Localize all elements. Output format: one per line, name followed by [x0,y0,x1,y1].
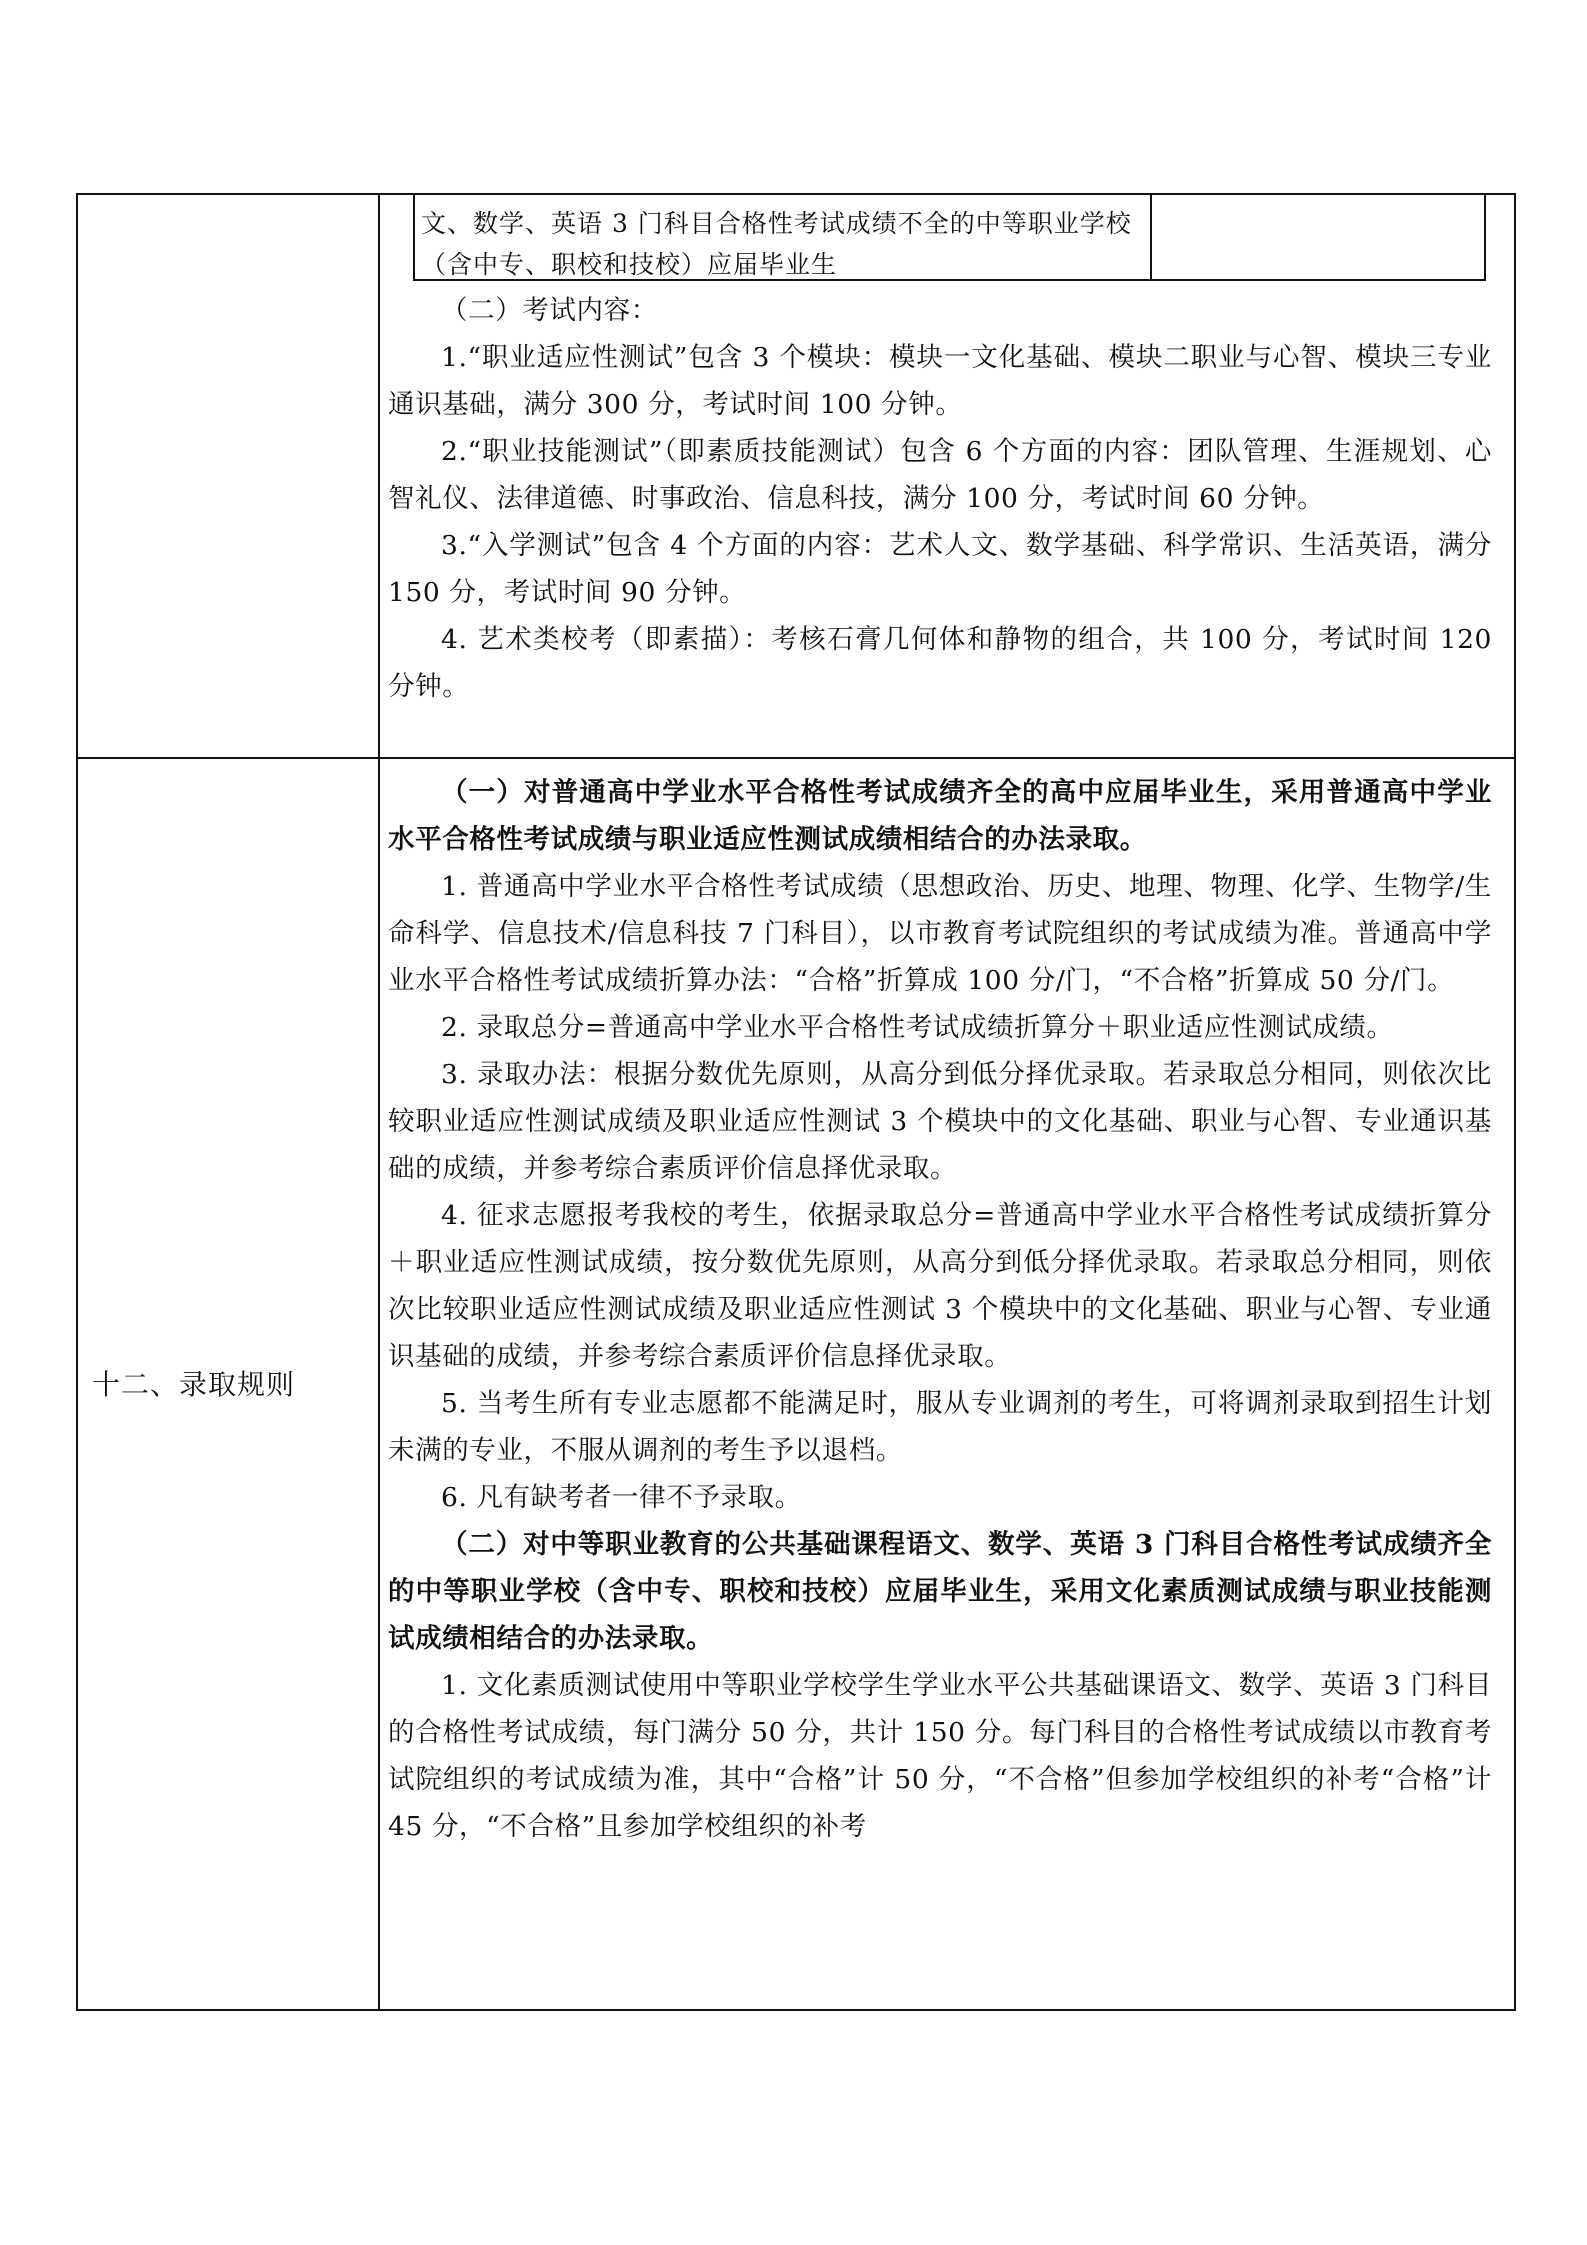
nested-column-divider [1150,195,1152,279]
admission-info-table [76,193,1516,2011]
nested-cell-text: 文、数学、英语 3 门科目合格性考试成绩不全的中等职业学校（含中专、职校和技校）应届毕业生 [421,209,1132,279]
column-divider [378,195,380,2009]
paragraph: 3. 录取办法：根据分数优先原则，从高分到低分择优录取。若录取总分相同，则依次比较职业适应性测试成绩及职业适应性测试 3 个模块中的文化基础、职业与心智、专业通识基础的成绩，并参考综合素质评价信息择优录取。 [388,1059,1492,1184]
nested-eligibility-table [413,195,1486,281]
paragraph: 6. 凡有缺考者一律不予录取。 [441,1482,802,1513]
paragraph: 1. 文化素质测试使用中等职业学校学生学业水平公共基础课语文、数学、英语 3 门科目的合格性考试成绩，每门满分 50 分，共计 150 分。每门科目的合格性考试成绩以市教育考试院组织的考试成绩为准，其中“合格”计 50 分，“不合格”但参加学校组织的补考“合格”计 45 分，“不合格”且参加学校组织的补考 [388,1670,1492,1842]
paragraph: 1. 普通高中学业水平合格性考试成绩（思想政治、历史、地理、物理、化学、生物学/生命科学、信息技术/信息科技 7 门科目），以市教育考试院组织的考试成绩为准。普通高中学业水平合格性考试成绩折算办法：“合格”折算成 100 分/门，“不合格”折算成 50 分/门。 [388,871,1492,996]
paragraph: （二）考试内容： [441,295,658,326]
section-heading: （二）对中等职业教育的公共基础课程语文、数学、英语 3 门科目合格性考试成绩齐全的中等职业学校（含中专、职校和技校）应届毕业生，采用文化素质测试成绩与职业技能测试成绩相结合的办法录取。 [388,1529,1492,1654]
paragraph: 4. 征求志愿报考我校的考生，依据录取总分=普通高中学业水平合格性考试成绩折算分＋职业适应性测试成绩，按分数优先原则，从高分到低分择优录取。若录取总分相同，则依次比较职业适应性测试成绩及职业适应性测试 3 个模块中的文化基础、职业与心智、专业通识基础的成绩，并参考综合素质评价信息择优录取。 [388,1200,1492,1372]
paragraph: 2. 录取总分=普通高中学业水平合格性考试成绩折算分＋职业适应性测试成绩。 [441,1012,1394,1043]
exam-content-section [388,287,1492,710]
admission-rules-label: 十二、录取规则 [92,1368,296,1401]
paragraph: 1.“职业适应性测试”包含 3 个模块：模块一文化基础、模块二职业与心智、模块三专业通识基础，满分 300 分，考试时间 100 分钟。 [388,342,1492,420]
paragraph: 4. 艺术类校考（即素描）：考核石膏几何体和静物的组合，共 100 分，考试时间 120 分钟。 [388,624,1492,702]
section-heading: （一）对普通高中学业水平合格性考试成绩齐全的高中应届毕业生，采用普通高中学业水平合格性考试成绩与职业适应性测试成绩相结合的办法录取。 [388,777,1492,855]
paragraph: 2.“职业技能测试”（即素质技能测试）包含 6 个方面的内容：团队管理、生涯规划、心智礼仪、法律道德、时事政治、信息科技，满分 100 分，考试时间 60 分钟。 [388,436,1492,514]
paragraph: 5. 当考生所有专业志愿都不能满足时，服从专业调剂的考生，可将调剂录取到招生计划未满的专业，不服从调剂的考生予以退档。 [388,1388,1492,1466]
admission-rules-section [388,769,1492,1850]
paragraph: 3.“入学测试”包含 4 个方面的内容：艺术人文、数学基础、科学常识、生活英语，满分 150 分，考试时间 90 分钟。 [388,530,1492,608]
